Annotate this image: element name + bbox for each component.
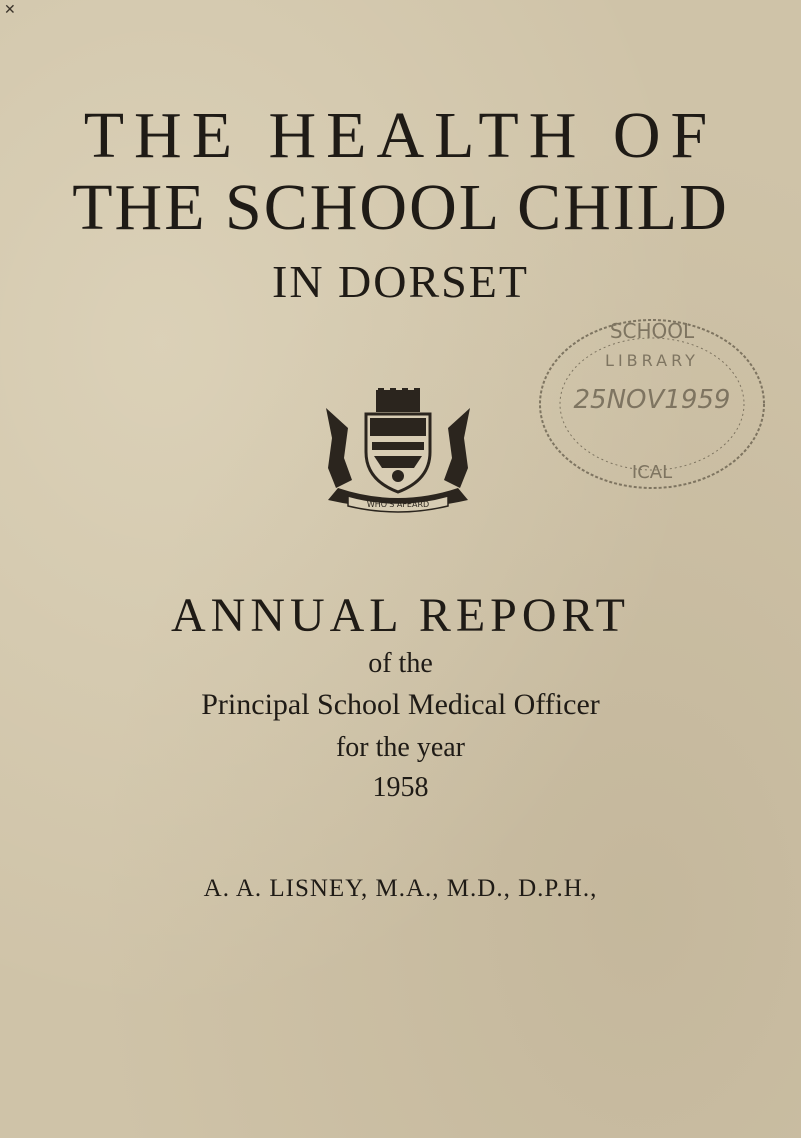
stamp-bottom-text: ICAL [631, 462, 673, 483]
title-line-3: IN DORSET [272, 256, 529, 307]
report-for-year: for the year [335, 732, 466, 763]
stamp-date: 25NOV1959 [573, 385, 731, 415]
coat-of-arms-icon [318, 388, 478, 516]
report-year: 1958 [372, 772, 429, 803]
crest-motto: WHO'S AFEARD [366, 500, 430, 509]
title-line-1: THE HEALTH OF [83, 99, 718, 172]
report-heading: ANNUAL REPORT [170, 589, 630, 642]
corner-mark: ✕ [4, 2, 16, 18]
author-credit: A. A. LISNEY, M.A., M.D., D.P.H., [203, 875, 598, 902]
stamp-library-text: LIBRARY [605, 351, 699, 370]
report-of-the: of the [368, 648, 433, 679]
report-officer: Principal School Medical Officer [201, 688, 600, 721]
title-line-2: THE SCHOOL CHILD [72, 171, 729, 244]
library-stamp-icon [532, 308, 772, 504]
stamp-top-text: SCHOOL [609, 319, 695, 343]
